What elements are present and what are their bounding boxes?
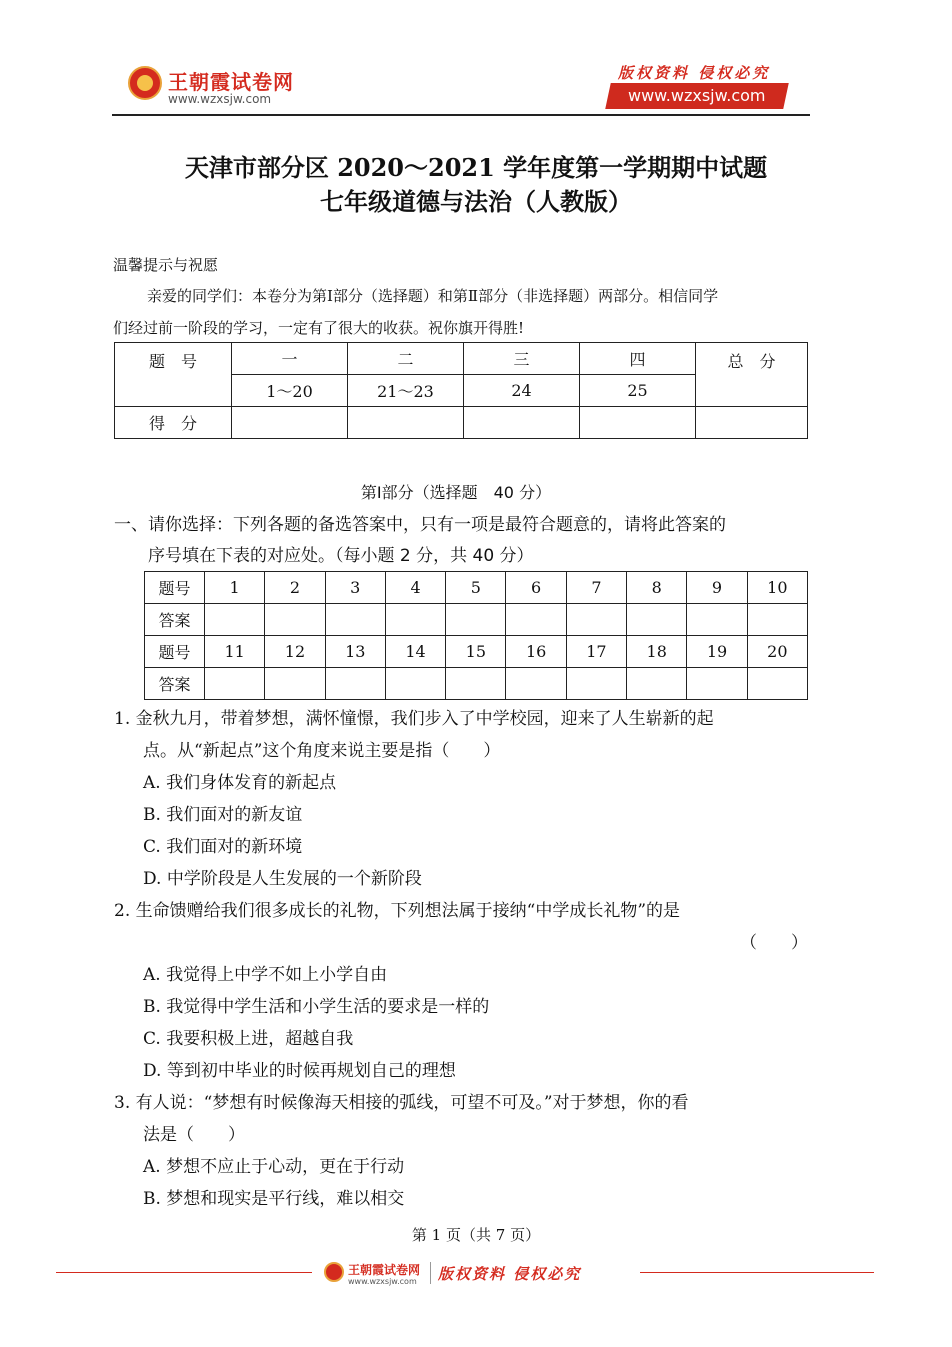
answer-cell[interactable] — [687, 668, 747, 700]
brand-url: www.wzxsjw.com — [168, 92, 272, 106]
answer-table-answer-label: 答案 — [145, 668, 205, 700]
answer-cell[interactable] — [385, 668, 445, 700]
question-3-option-a[interactable]: A. 梦想不应止于心动，更在于行动 — [143, 1157, 405, 1177]
footer-logo-icon — [324, 1262, 344, 1282]
section-header: 三 — [464, 343, 580, 375]
answer-cell[interactable] — [265, 604, 325, 636]
answer-cell[interactable] — [385, 604, 445, 636]
section-header: 四 — [580, 343, 696, 375]
tips-line-1: 亲爱的同学们：本卷分为第Ⅰ部分（选择题）和第Ⅱ部分（非选择题）两部分。相信同学 — [147, 287, 719, 305]
answer-cell[interactable] — [627, 668, 687, 700]
question-3-stem-line-1: 3. 有人说：“梦想有时候像海天相接的弧线，可望不可及。”对于梦想，你的看 — [114, 1093, 689, 1113]
question-2-option-c[interactable]: C. 我要积极上进，超越自我 — [143, 1029, 354, 1049]
section-range: 25 — [580, 375, 696, 407]
page-subtitle: 七年级道德与法治（人教版） — [320, 187, 632, 216]
footer-divider-left — [56, 1272, 312, 1273]
question-number: 6 — [506, 572, 566, 604]
score-cell[interactable] — [348, 407, 464, 439]
part1-heading: 第Ⅰ部分（选择题 40 分） — [360, 483, 552, 502]
question-2-stem-line-1: 2. 生命馈赠给我们很多成长的礼物，下列想法属于接纳“中学成长礼物”的是 — [114, 901, 681, 921]
question-number: 15 — [446, 636, 506, 668]
question-number: 12 — [265, 636, 325, 668]
answer-cell[interactable] — [747, 604, 807, 636]
question-number: 4 — [385, 572, 445, 604]
question-number: 5 — [446, 572, 506, 604]
answer-cell[interactable] — [506, 668, 566, 700]
question-1-stem-line-2: 点。从“新起点”这个角度来说主要是指（ ） — [143, 741, 501, 761]
question-number: 10 — [747, 572, 807, 604]
footer-divider-right — [640, 1272, 874, 1273]
site-url-text: www.wzxsjw.com — [628, 86, 766, 105]
question-1-stem-line-1: 1. 金秋九月，带着梦想，满怀憧憬，我们步入了中学校园，迎来了人生崭新的起 — [114, 709, 714, 729]
answer-cell[interactable] — [325, 604, 385, 636]
page-title: 天津市部分区 2020～2021 学年度第一学期期中试题 — [184, 153, 768, 182]
score-table-question-label: 题 号 — [115, 343, 232, 407]
question-1-option-a[interactable]: A. 我们身体发育的新起点 — [143, 773, 337, 793]
score-total-cell[interactable] — [696, 407, 808, 439]
question-number: 13 — [325, 636, 385, 668]
answer-cell[interactable] — [265, 668, 325, 700]
score-table-total-label: 总 分 — [696, 343, 808, 407]
answer-cell[interactable] — [325, 668, 385, 700]
footer-copyright: 版权资料 侵权必究 — [438, 1265, 582, 1283]
question-number: 20 — [747, 636, 807, 668]
copyright-notice: 版权资料 侵权必究 — [618, 64, 771, 82]
header-divider — [112, 114, 810, 116]
footer-brand-url: www.wzxsjw.com — [348, 1277, 417, 1286]
section-header: 一 — [232, 343, 348, 375]
answer-cell[interactable] — [205, 668, 265, 700]
question-number: 7 — [566, 572, 626, 604]
question-2-answer-paren: （ ） — [740, 933, 808, 953]
question-number: 11 — [205, 636, 265, 668]
question-number: 2 — [265, 572, 325, 604]
answer-cell[interactable] — [446, 604, 506, 636]
answer-table-question-label: 题号 — [145, 572, 205, 604]
question-number: 1 — [205, 572, 265, 604]
question-number: 8 — [627, 572, 687, 604]
score-cell[interactable] — [232, 407, 348, 439]
score-cell[interactable] — [580, 407, 696, 439]
answer-cell[interactable] — [627, 604, 687, 636]
question-3-option-b[interactable]: B. 梦想和现实是平行线，难以相交 — [143, 1189, 405, 1209]
answer-cell[interactable] — [687, 604, 747, 636]
question-2-option-d[interactable]: D. 等到初中毕业的时候再规划自己的理想 — [143, 1061, 456, 1081]
brand-logo-icon — [128, 66, 162, 100]
brand-name: 王朝霞试卷网 — [168, 70, 294, 94]
score-table — [114, 342, 808, 439]
question-number: 18 — [627, 636, 687, 668]
score-cell[interactable] — [464, 407, 580, 439]
question-number: 9 — [687, 572, 747, 604]
question-2-option-b[interactable]: B. 我觉得中学生活和小学生活的要求是一样的 — [143, 997, 490, 1017]
part1-instruction-line-2: 序号填在下表的对应处。（每小题 2 分，共 40 分） — [148, 546, 534, 566]
page-number: 第 1 页（共 7 页） — [411, 1226, 541, 1244]
answer-table-question-label: 题号 — [145, 636, 205, 668]
answer-cell[interactable] — [747, 668, 807, 700]
answer-cell[interactable] — [506, 604, 566, 636]
question-1-option-c[interactable]: C. 我们面对的新环境 — [143, 837, 303, 857]
answer-table — [144, 571, 808, 700]
footer-brand-name: 王朝霞试卷网 — [348, 1263, 421, 1277]
question-number: 3 — [325, 572, 385, 604]
section-range: 21～23 — [348, 375, 464, 407]
question-number: 16 — [506, 636, 566, 668]
answer-cell[interactable] — [446, 668, 506, 700]
question-1-option-b[interactable]: B. 我们面对的新友谊 — [143, 805, 303, 825]
section-range: 24 — [464, 375, 580, 407]
answer-cell[interactable] — [566, 668, 626, 700]
score-table-score-label: 得 分 — [115, 407, 232, 439]
site-url-banner[interactable] — [605, 83, 789, 109]
question-1-option-d[interactable]: D. 中学阶段是人生发展的一个新阶段 — [143, 869, 422, 889]
question-number: 19 — [687, 636, 747, 668]
section-range: 1～20 — [232, 375, 348, 407]
answer-cell[interactable] — [566, 604, 626, 636]
part1-instruction-line-1: 一、请你选择：下列各题的备选答案中，只有一项是最符合题意的，请将此答案的 — [114, 515, 726, 535]
question-3-stem-line-2: 法是（ ） — [143, 1125, 245, 1145]
question-number: 17 — [566, 636, 626, 668]
tips-heading: 温馨提示与祝愿 — [113, 256, 219, 274]
answer-table-answer-label: 答案 — [145, 604, 205, 636]
tips-line-2: 们经过前一阶段的学习，一定有了很大的收获。祝你旗开得胜! — [113, 319, 525, 337]
question-number: 14 — [385, 636, 445, 668]
footer-separator — [430, 1262, 431, 1284]
answer-cell[interactable] — [205, 604, 265, 636]
question-2-option-a[interactable]: A. 我觉得上中学不如上小学自由 — [143, 965, 388, 985]
section-header: 二 — [348, 343, 464, 375]
